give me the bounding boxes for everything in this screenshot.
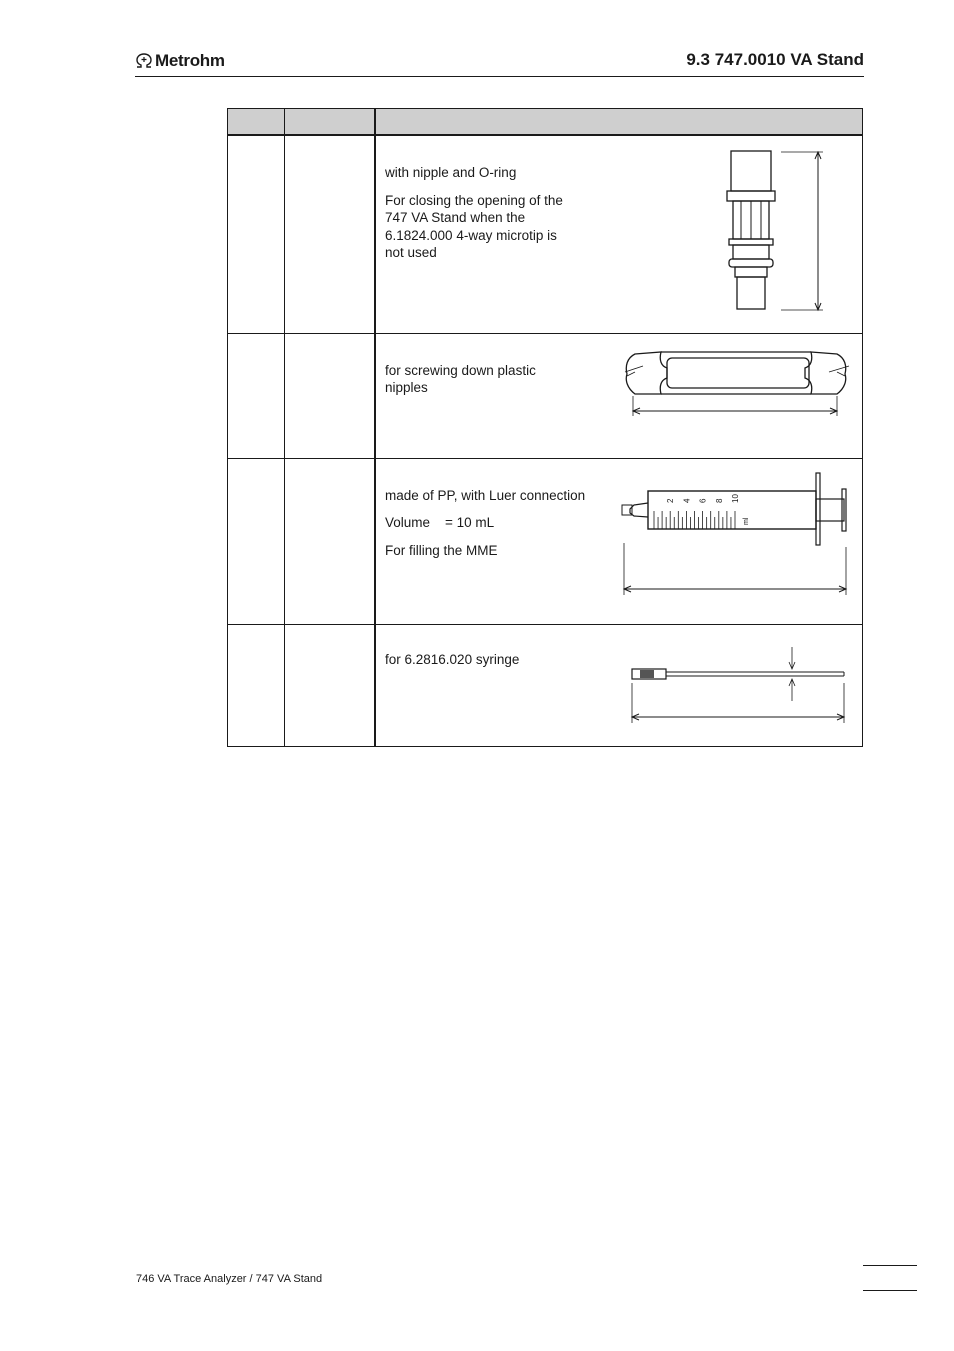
header-cell-1 [228,109,285,136]
plug-drawing [721,146,836,316]
omega-icon [135,53,153,69]
description-cell [375,135,863,333]
header-cell-3 [375,109,863,136]
brand-name: Metrohm [155,51,225,70]
scale-label: 2 [666,498,676,503]
description-text [385,362,560,407]
table-row [228,135,863,333]
description-text [385,487,585,570]
description-line: For filling the MME [385,542,498,558]
description-line: for 6.2816.020 syringe [385,651,520,667]
scale-label: 6 [698,498,708,503]
table-row [228,458,863,624]
scale-label: 10 [731,493,740,503]
parts-table [227,108,863,747]
tubing-drawing [630,645,850,725]
description-line: made of PP, with Luer connection [385,487,586,503]
description-line: For closing the opening of the 747 VA Stand when the 6.1824.000 4-way microtip is not used [385,192,563,261]
wrench-drawing [621,344,853,434]
scale-unit: ml [743,517,750,525]
syringe-scale [654,493,750,528]
description-cell [375,624,863,746]
header-cell-2 [285,109,376,136]
scale-label: 4 [682,498,692,503]
header-divider [135,76,864,77]
footer-divider-bottom [863,1290,917,1291]
footer-product-name: 746 VA Trace Analyzer / 747 VA Stand [136,1273,323,1285]
scale-label: 8 [714,498,724,503]
brand-logo [135,50,225,72]
table-row [228,333,863,458]
description-text [385,651,519,679]
description-text [385,164,575,272]
section-title: 9.3 747.0010 VA Stand [686,50,864,69]
table-header-row [228,109,863,136]
description-line: Volume = 10 mL [385,515,495,531]
description-cell [375,333,863,458]
description-line: for screwing down plastic nipples [385,362,536,396]
footer-divider-top [863,1265,917,1266]
table-row [228,624,863,746]
description-cell [375,458,863,624]
description-line: with nipple and O-ring [385,165,517,180]
syringe-drawing [620,471,852,601]
